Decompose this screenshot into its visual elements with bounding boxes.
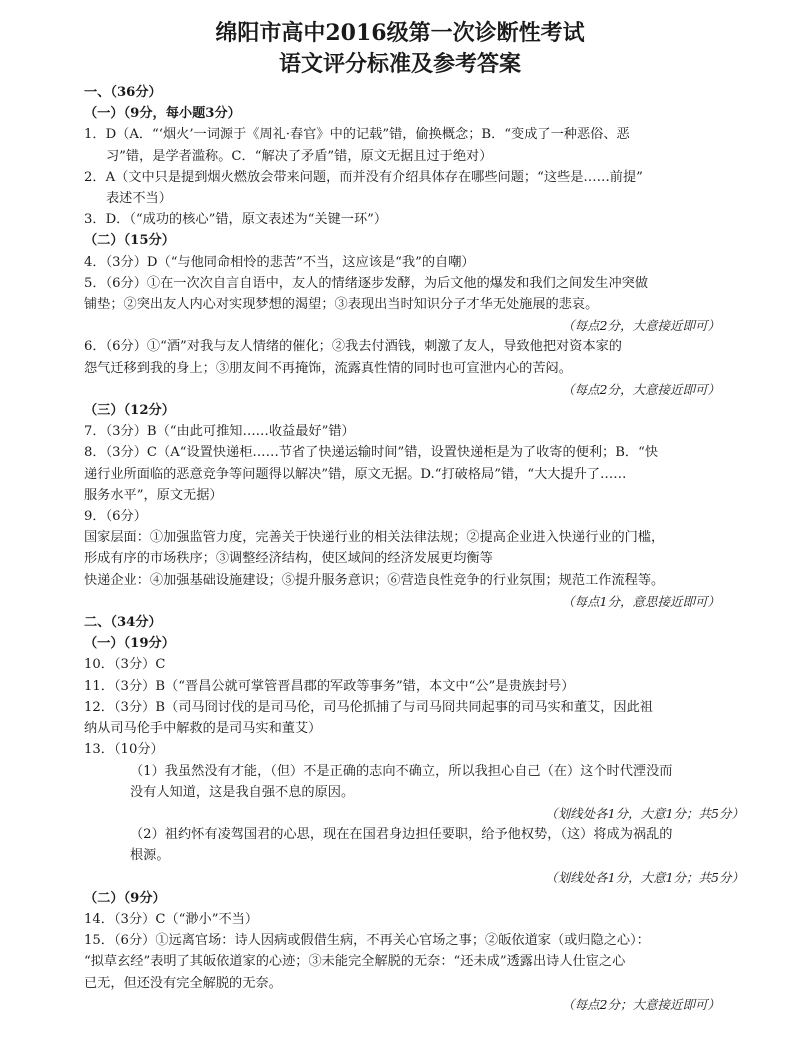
answer-sheet-page — [0, 18, 800, 1051]
section-heading: 二、（34分） — [84, 615, 162, 631]
answer-line: 怨气迁移到我的身上；③朋友间不再掩饰，流露真性情的同时也可宣泄内心的苦闷。 — [84, 360, 572, 376]
scoring-note: （划线处各1分，大意1分；共5分） — [545, 869, 744, 885]
answer-line: 4．（3分）D（“与他同命相怜的悲苦”不当，这应该是“我”的自嘲） — [84, 254, 475, 270]
answer-line: 铺垫；②突出友人内心对实现梦想的渴望；③表现出当时知识分子才华无处施展的悲哀。 — [84, 297, 599, 313]
answer-line: 3．D．（“成功的核心”错，原文表述为“关键一环”） — [84, 212, 388, 228]
subsection-heading: （一）（19分） — [84, 636, 175, 652]
answer-line: 递行业所面临的恶意竞争等问题得以解决”错，原文无据。D.“打破格局”错，“大大提升了…… — [84, 466, 627, 482]
answer-line: 9．（6分） — [84, 509, 147, 525]
answer-line: “拟草玄经”表明了其皈依道家的心迹；③未能完全解脱的无奈：“还未成”透露出诗人仕宦之心 — [84, 954, 626, 970]
document-subtitle: 语文评分标准及参考答案 — [278, 51, 521, 77]
answer-line: 2．A（文中只是提到烟火燃放会带来问题，而并没有介绍具体存在哪些问题；“这些是……前提” — [84, 169, 643, 185]
answer-body — [0, 80, 800, 1015]
scoring-note: （每点2分；大意接近即可） — [562, 996, 720, 1012]
answer-line: 1．D（A．“‘烟火’一词源于《周礼·春官》中的记载”错，偷换概念；B．“变成了一种恶俗、恶 — [84, 127, 630, 143]
section-heading: 一、（36分） — [84, 85, 162, 100]
subsection-heading: （三）（12分） — [84, 403, 175, 419]
answer-line: 15．（6分）①远离官场：诗人因病或假借生病，不再关心官场之事；②皈依道家（或归隐之心）： — [84, 933, 650, 949]
answer-line: （2）祖约怀有凌驾国君的心思，现在在国君身边担任要职，给予他权势，（这）将成为祸乱的 — [130, 827, 673, 843]
answer-line: 13．（10分） — [84, 742, 164, 758]
answer-line: 形成有序的市场秩序；③调整经济结构，使区域间的经济发展更均衡等 — [84, 551, 493, 567]
scoring-note: （每点2分，大意接近即可） — [562, 381, 720, 397]
document-title: 绵阳市高中2016级第一次诊断性考试 — [215, 20, 585, 46]
subsection-heading: （二）（9分） — [84, 890, 166, 906]
answer-line: 6．（6分）①“酒”对我与友人情绪的催化；②我去付酒钱，刺激了友人，导致他把对资本家的 — [84, 339, 622, 355]
answer-line: 5．（6分）①在一次次自言自语中，友人的情绪逐步发酵，为后文他的爆发和我们之间发生冲突做 — [84, 275, 649, 291]
subsection-heading: （二）（15分） — [84, 233, 175, 249]
answer-line: 12．（3分）B（司马冏讨伐的是司马伦，司马伦抓捕了与司马冏共同起事的司马实和董艾，因此祖 — [84, 699, 653, 715]
scoring-note: （划线处各1分，大意1分；共5分） — [545, 805, 744, 821]
answer-line: （1）我虽然没有才能，（但）不是正确的志向不确立，所以我担心自己（在）这个时代湮没而 — [130, 763, 673, 779]
answer-line: 11．（3分）B（“晋昌公就可掌管晋昌郡的军政等事务”错，本文中“公”是贵族封号） — [84, 678, 575, 694]
answer-line: 没有人知道，这是我自强不息的原因。 — [130, 784, 355, 800]
answer-line: 已无，但还没有完全解脱的无奈。 — [84, 975, 282, 991]
answer-line: 习”错，是学者滥称。C．“解决了矛盾”错，原文无据且过于绝对） — [106, 148, 493, 164]
answer-line: 根源。 — [130, 848, 170, 864]
answer-line: 国家层面：①加强监管力度，完善关于快递行业的相关法律法规；②提高企业进入快递行业的门槛， — [84, 530, 665, 546]
answer-line: 纳从司马伦手中解救的是司马实和董艾） — [84, 721, 322, 737]
scoring-note: （每点2分，大意接近即可） — [562, 318, 720, 334]
subsection-heading: （一）（9分，每小题3分） — [84, 106, 241, 122]
answer-line: 7．（3分）B（“由此可推知……收益最好”错） — [84, 424, 355, 440]
answer-line: 10．（3分）C — [84, 657, 166, 673]
answer-line: 14．（3分）C（“渺小”不当） — [84, 911, 259, 927]
answer-line: 快递企业：④加强基础设施建设；⑤提升服务意识；⑥营造良性竞争的行业氛围；规范工作流程等。 — [84, 572, 665, 588]
answer-line: 表述不当） — [106, 191, 172, 207]
answer-line: 服务水平”，原文无据） — [84, 487, 223, 503]
scoring-note: （每点1分，意思接近即可） — [562, 593, 720, 609]
answer-line: 8．（3分）C（A“设置快递柜……节省了快递运输时间”错，设置快递柜是为了收寄的便利；B．“快 — [84, 445, 659, 461]
